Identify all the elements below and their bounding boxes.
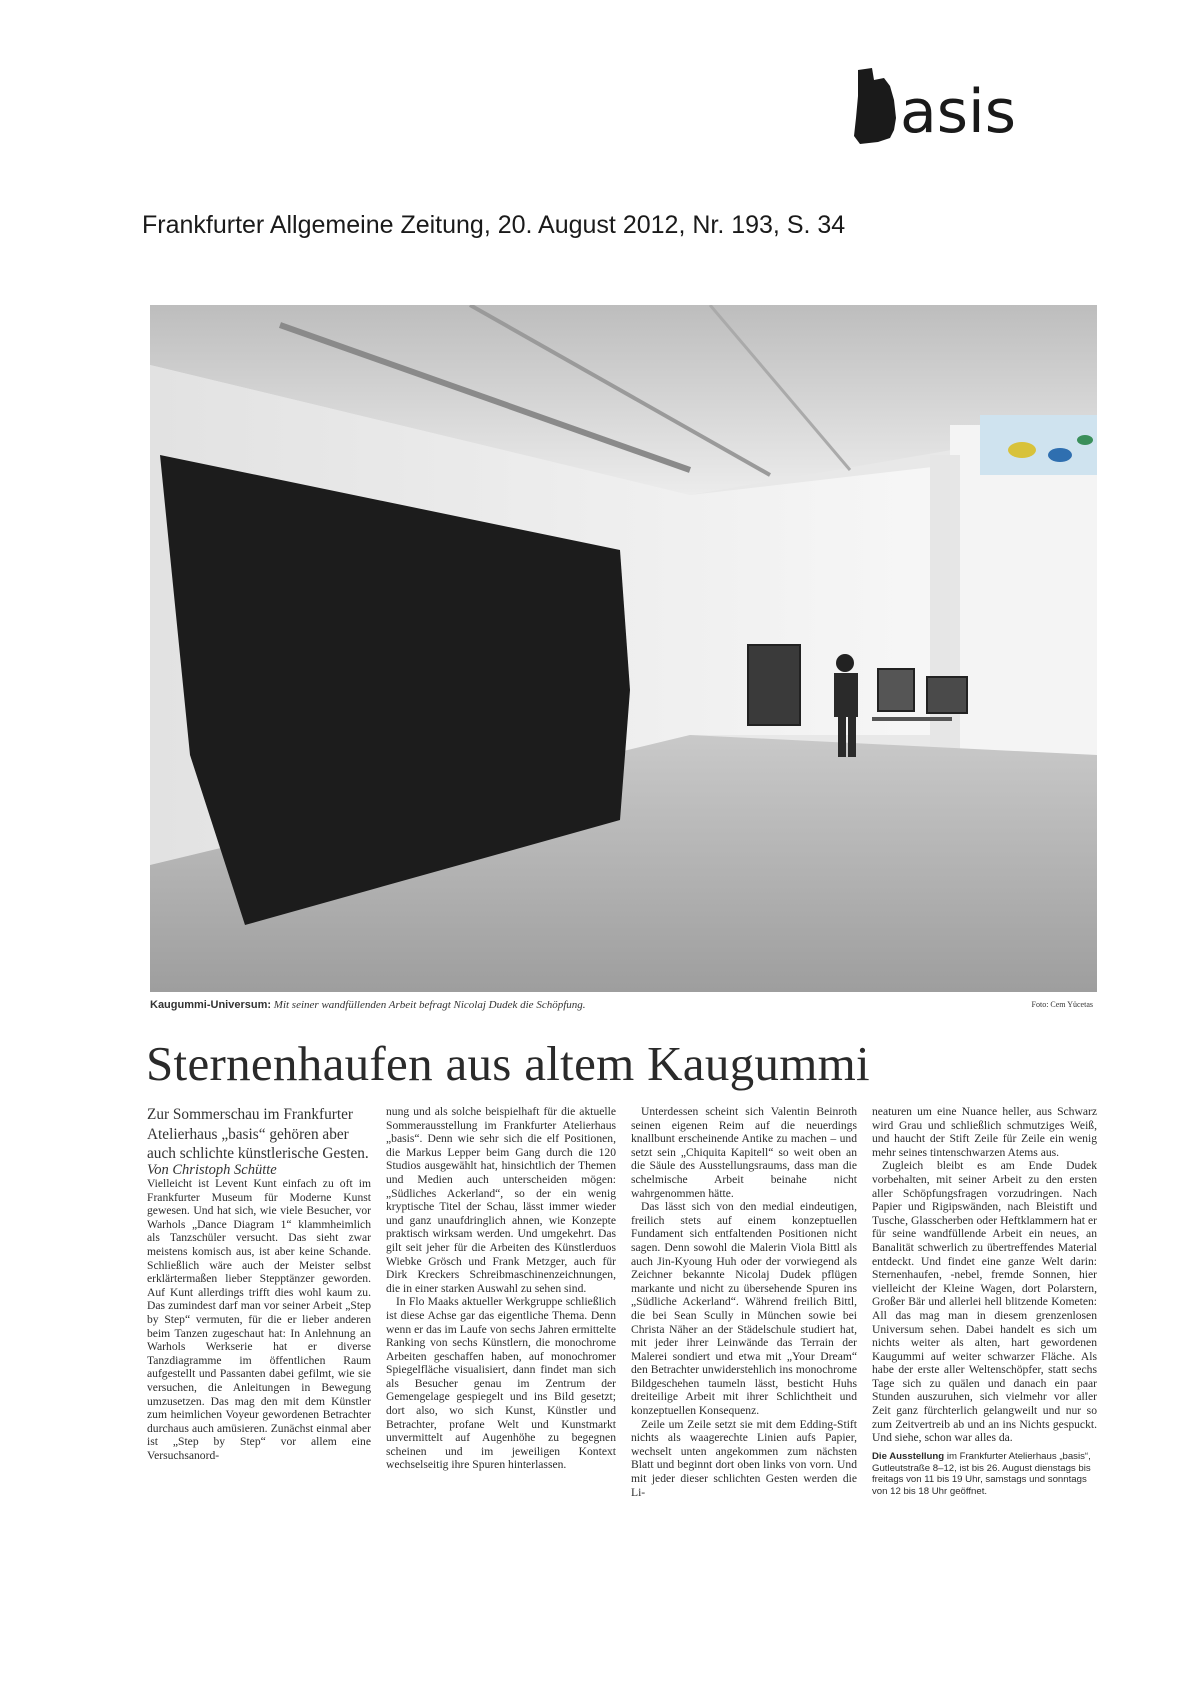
paragraph: neaturen um eine Nuance heller, aus Schwarz wird Grau und schließlich schmutziges Weiß, und haucht der Stift Zeile für Zeile ein wenig mehr seines tintenschwarzen Atems aus. (872, 1105, 1097, 1159)
article-column-1 (147, 1105, 371, 1463)
source-line: Frankfurter Allgemeine Zeitung, 20. August 2012, Nr. 193, S. 34 (142, 211, 846, 239)
headline: Sternenhaufen aus altem Kaugummi (146, 1036, 870, 1091)
caption-text: Mit seiner wandfüllenden Arbeit befragt Nicolaj Dudek die Schöpfung. (273, 999, 586, 1011)
paragraph: Zeile um Zeile setzt sie mit dem Edding-Stift nichts als waagerechte Linien aufs Papier, wechselt unten angekommen zum nächsten Blatt und beginnt dort oben links von vorn. Und mit jeder dieser schlichten Gesten werden die Li- (631, 1417, 857, 1499)
photo-caption (150, 999, 1097, 1017)
article-column-3 (631, 1105, 857, 1499)
paragraph: nung und als solche beispielhaft für die aktuelle Sommerausstellung im Frankfurter Atelierhaus „basis“. Denn wie sehr sich die elf Positionen, die Markus Lepper beim Gang durch die 120 Studios ausgewählt hat, hinsichtlich der Themen und Medien auch unterscheiden mögen: „Südliches Ackerland“, so der ein wenig kryptische Titel der Schau, lässt immer wieder und ganz unaufdringlich ahnen, wie Konzepte praktisch wirksam werden. Und umgekehrt. Das gilt seit jeher für die Arbeiten des Künstlerduos Wiebke Grösch und Frank Metzger, auch für Dirk Kreckers Schreibmaschinenzeichnungen, die in einer starken Auswahl zu sehen sind. (386, 1105, 616, 1295)
byline: Von Christoph Schütte (147, 1161, 277, 1178)
caption-lead: Kaugummi-Universum: (150, 999, 272, 1011)
gallery-photo (150, 305, 1097, 992)
paragraph: Das lässt sich von den medial eindeutigen, freilich stets auf einem konzeptuellen Fundament sich entfaltenden Positionen nicht sagen. Denn sowohl die Malerin Viola Bittl als auch Jin-Kyoung Huh oder der vorwiegend als Zeichner bekannte Nicolaj Dudek pflügen markante und nicht zu übersehende Spuren ins „Südliche Ackerland“. Während freilich Bittl, die bei Sean Scully in München sowie bei Christa Näher an der Städelschule studiert hat, mit jeder ihrer Leinwände das Terrain der Malerei sondiert und etwa mit „Your Dream“ den Betrachter unwiderstehlich ins monochrome Bildgeschehen taumeln lässt, besticht Huhs dreiteilige Arbeit mit ihrer Schlichtheit und konzeptuellen Konsequenz. (631, 1200, 857, 1418)
info-lead: Die Ausstellung (872, 1450, 945, 1462)
article-column-2 (386, 1105, 616, 1472)
info-text: im Frankfurter Atelierhaus „basis“, Gutleutstraße 8–12, ist bis 26. August dienstags bis freitags von 11 bis 19 Uhr, samstags und sonntags von 12 bis 18 Uhr geöffnet. (872, 1450, 1091, 1498)
article-column-4 (872, 1105, 1097, 1498)
paragraph: Vielleicht ist Levent Kunt einfach zu oft im Frankfurter Museum für Moderne Kunst gewesen. Und hat sich, wie viele Besucher, vor Warhols „Dance Diagram 1“ klammheimlich als Tanzschüler versucht. Das sieht zwar meistens komisch aus, ist aber keine Schande. Schließlich wäre auch der Meister selbst erklärtermaßen lieber Stepptänzer geworden. Auf Kunt allerdings trifft dies wohl kaum zu. Das zumindest darf man vor seiner Arbeit „Step by Step“ vermuten, für die er lieber anderen beim Tanzen zugeschaut hat: In Anlehnung an Warhols Werkserie hat er diverse Tanzdiagramme im öffentlichen Raum aufgestellt und Passanten dabei gefilmt, wie sie versuchen, die Anleitungen in Bewegung umzusetzen. Das mag den mit dem Künstler zum heimlichen Voyeur gewordenen Betrachter durchaus auch amüsieren. Zunächst einmal aber ist „Step by Step“ vor allem eine Versuchsanord- (147, 1177, 371, 1462)
teaser: Zur Sommerschau im Frankfurter Atelierhaus „basis“ gehören aber auch schlichte künstlerische Gesten. (147, 1106, 369, 1162)
paragraph: In Flo Maaks aktueller Werkgruppe schließlich ist diese Achse gar das eigentliche Thema. Denn wenn er das im Laufe von sechs Jahren ermittelte Ranking von sechs Künstlern, die monochrome Arbeiten geschaffen haben, auf monochromer Spiegelfläche visualisiert, dann findet man sich als Besucher genau im Zentrum der Gemengelage gespiegelt und ins Bild gesetzt; dort also, wo sich Kunst, Künstler und Betrachter, profane Welt und Kunstmarkt unvermittelt auf Augenhöhe zu begegnen scheinen und im jeweiligen Kontext wechselseitig ihre Spuren hinterlassen. (386, 1295, 616, 1472)
paragraph: Zugleich bleibt es am Ende Dudek vorbehalten, mit seiner Arbeit zu den ersten aller Schöpfungsfragen vorzudringen. Nach Papier und Rigipswänden, nach Bleistift und Tusche, Glasscherben oder Heftklammern hat er für seine wandfüllende Arbeit ein neues, an Banalität schwerlich zu übertreffendes Material entdeckt. Und findet eine ganze Welt darin: Sternenhaufen, -nebel, fremde Sonnen, hier vielleicht der Kleine Wagen, dort Polarstern, Großer Bär und allerlei hell blitzende Kometen: All das mag man in diesem grenzenlosen Universum sehen. Dabei handelt es sich um nichts weiter als alten, hart gewordenen Kaugummi auf weiter schwarzer Fläche. Als habe der erste aller Weltenschöpfer, statt sechs Tage sich zu quälen und danach ein paar Stunden auszuruhen, sich vielmehr vor aller Zeit ganz fürchterlich gelangweilt und nur so zum Zeitvertreib ab und an ins Nichts gespuckt. Und siehe, schon war alles da. (872, 1159, 1097, 1445)
svg-text:asis: asis (900, 77, 1016, 147)
paragraph: Unterdessen scheint sich Valentin Beinroth seinen eigenen Reim auf die neuerdings knallbunt erscheinende Antike zu machen – und setzt sein „Chiquita Kapitell“ so weit oben an die Säule des Ausstellungsraums, dass man die schelmische Arbeit beinahe nicht wahrgenommen hätte. (631, 1105, 857, 1200)
exhibition-info (872, 1451, 1097, 1498)
photo-credit: Foto: Cem Yücetas (1031, 1000, 1093, 1009)
basis-logo (850, 66, 1062, 148)
